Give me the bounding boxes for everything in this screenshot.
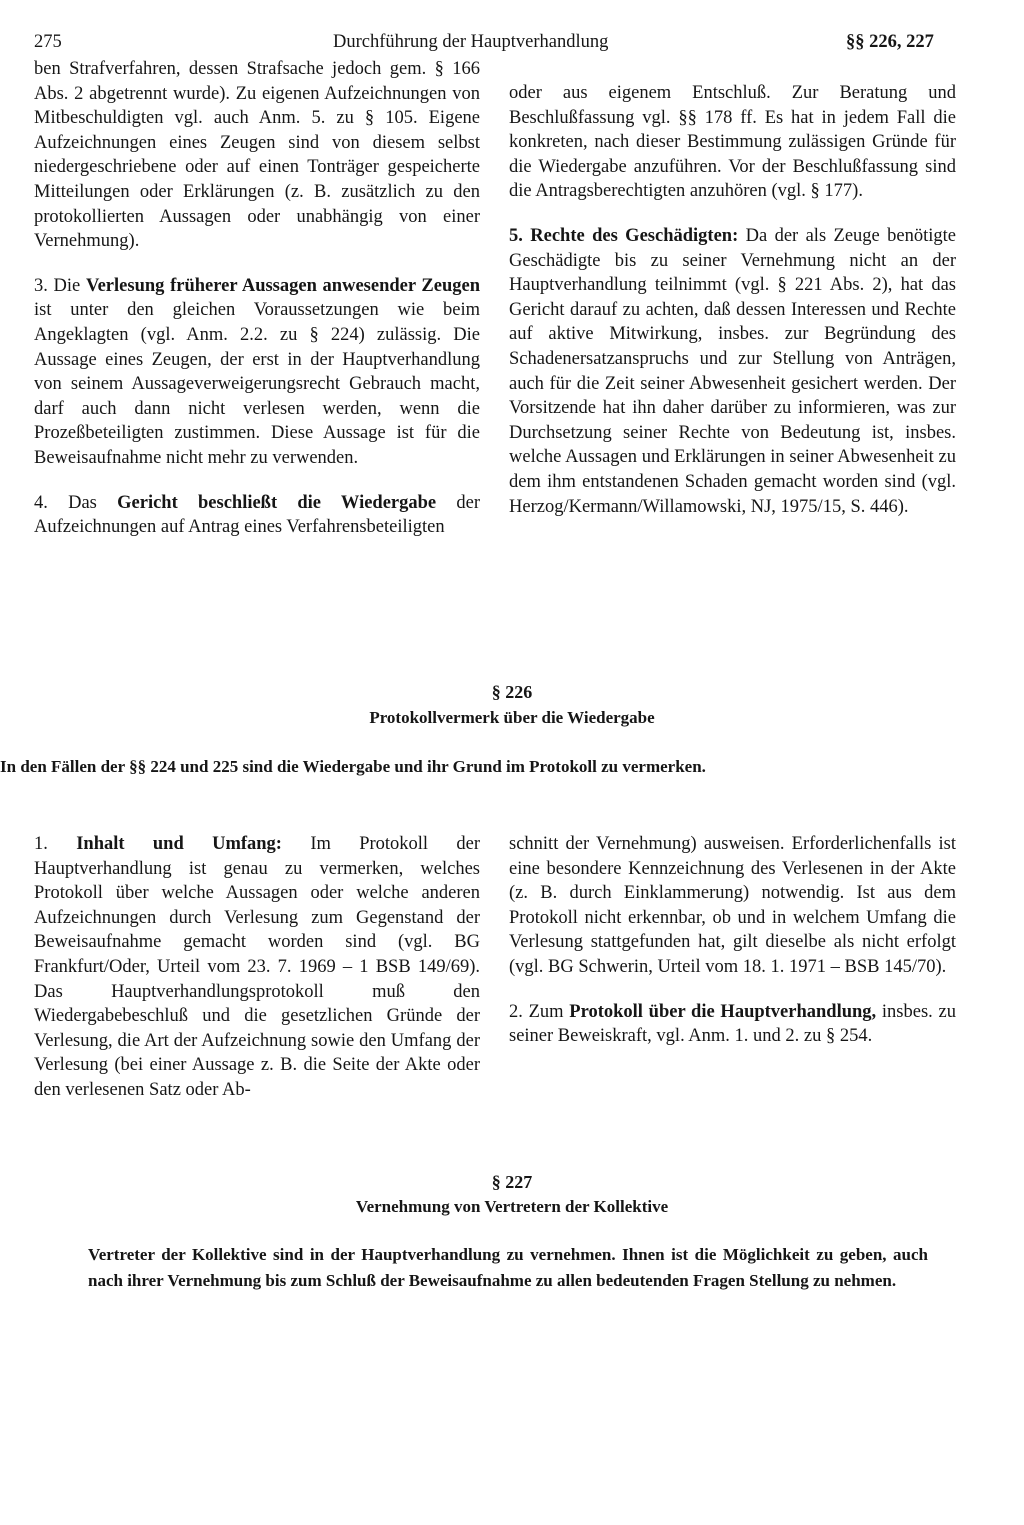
paragraph-1: 1. Inhalt und Umfang: Im Protokoll der Hauptverhandlung ist genau zu vermerken, welches Protokoll über welche Aussagen oder welche anderen Aufzeichnungen durch Verlesung zum Gegenstand der Beweisaufnahme gemacht worden sind (vgl. BG Frankfurt/Oder, Urteil vom 23. 7. 1969 – 1 BSB 149/69). Das Hauptverhandlungsprotokoll muß den Wiedergabebeschluß und die gesetzlichen Gründe der Verlesung, die Art der Aufzeichnung sowie den Umfang der Verlesung (bei einer Aussage z. B. die Seite der Akte oder den verlesenen Satz oder Ab- <box>34 834 481 1100</box>
section-226-statute: In den Fällen der §§ 224 und 225 sind die Wiedergabe und ihr Grund im Protokoll zu vermerken. <box>0 757 706 776</box>
paragraph-5-keyword: 5. Rechte des Geschädigten: <box>509 225 739 246</box>
section-227-statute: Vertreter der Kollektive sind in der Hauptverhandlung zu vernehmen. Ihnen ist die Möglichkeit zu geben, auch nach ihrer Vernehmung bis zum Schluß der Beweisaufnahme zu allen bedeutenden Fragen Stellung zu nehmen. <box>88 1245 928 1290</box>
page-number: 275 <box>34 32 62 52</box>
paragraph-1-continuation: schnitt der Vernehmung) ausweisen. Erforderlichenfalls ist eine besondere Kennzeichnung des Verlesenen in der Akte (z. B. durch Einklammerung) notwendig. Ist aus dem Protokoll nicht erkennbar, ob und in welchem Umfang die Verlesung stattgefunden hat, gilt dieselbe als nicht erfolgt (vgl. BG Schwerin, Urteil vom 18. 1. 1971 – BSB 145/70). <box>509 834 956 977</box>
paragraph-3: 3. Die Verlesung früherer Aussagen anwesender Zeugen ist unter den gleichen Voraussetzungen wie beim Angeklagten (vgl. Anm. 2.2. zu § 224) zulässig. Die Aussage eines Zeugen, der erst in der Hauptverhandlung von seinem Aussageverweigerungsrecht Gebrauch macht, darf auch dann nicht verlesen werden, wenn die Prozeßbeteiligten zustimmen. Diese Aussage ist für die Beweisaufnahme nicht mehr zu verwenden. <box>34 275 480 468</box>
paragraph-2: 2. Zum Protokoll über die Hauptverhandlung, insbes. zu seiner Beweiskraft, vgl. Anm. 1. und 2. zu § 254. <box>509 1001 956 1047</box>
paragraph-continuation: ben Strafverfahren, dessen Strafsache jedoch gem. § 166 Abs. 2 abgetrennt wurde). Zu eigenen Aufzeichnungen von Mitbeschuldigten vgl. auch Anm. 5. zu § 105. Eigene Aufzeichnungen eines Zeugen sind von diesem selbst niedergeschriebene oder auf einen Tonträger gespeicherte Mitteilungen oder Erklärungen (z. B. zusätzlich zu den protokollierten Aussagen oder unabhängig von einer Vernehmung). <box>34 59 480 252</box>
top-right-column <box>509 81 956 519</box>
section-226-title: Protokollvermerk über die Wiedergabe <box>369 708 655 727</box>
section-226-right-column <box>509 832 956 1049</box>
paragraph-1-keyword: Inhalt und Umfang: <box>76 834 282 854</box>
paragraph-continuation: oder aus eigenem Entschluß. Zur Beratung und Beschlußfassung vgl. §§ 178 ff. Es hat in jedem Fall die konkreten, nach dieser Bestimmung zulässigen Gründe für die Wiedergabe anzuführen. Vor der Beschlußfassung sind die Antragsberechtigten anzuhören (vgl. § 177). <box>509 83 956 202</box>
paragraph-3-keyword: Verlesung früherer Aussagen anwesender Zeugen <box>85 275 480 296</box>
section-227-number: § 227 <box>491 1172 533 1192</box>
section-226-number: § 226 <box>491 682 533 702</box>
paragraph-2-keyword: Protokoll über die Hauptverhandlung, <box>569 1001 877 1022</box>
section-227-title: Vernehmung von Vertretern der Kollektive <box>355 1197 669 1216</box>
paragraph-4: 4. Das Gericht beschließt die Wiedergabe der Aufzeichnungen auf Antrag eines Verfahrensbeteiligten <box>34 492 481 538</box>
section-reference: §§ 226, 227 <box>846 32 934 52</box>
running-title: Durchführung der Hauptverhandlung <box>333 32 609 52</box>
section-226-left-column <box>34 832 480 1103</box>
paragraph-5: 5. Rechte des Geschädigten: Da der als Zeuge benötigte Geschädigte bis zu seiner Vernehmung nicht an der Hauptverhandlung teilnimmt (vgl. § 221 Abs. 2), hat das Gericht darauf zu achten, daß dessen Interessen und Rechte auf aktive Mitwirkung, insbes. zur Begründung des Schadenersatzanspruchs und zur Stellung von Anträgen, auch für die Zeit seiner Abwesenheit gesichert werden. Der Vorsitzende hat ihn daher darüber zu informieren, was zur Durchsetzung seiner Rechte von Bedeutung ist, insbes. welche Aussagen und Erklärungen in seiner Abwesenheit zu dem ihm entstandenen Schaden gemacht worden sind (vgl. Herzog/Kermann/Willamowski, NJ, 1975/15, S. 446). <box>509 225 956 517</box>
paragraph-4-keyword: Gericht beschließt die Wiedergabe <box>117 492 437 513</box>
top-left-column <box>34 57 480 540</box>
